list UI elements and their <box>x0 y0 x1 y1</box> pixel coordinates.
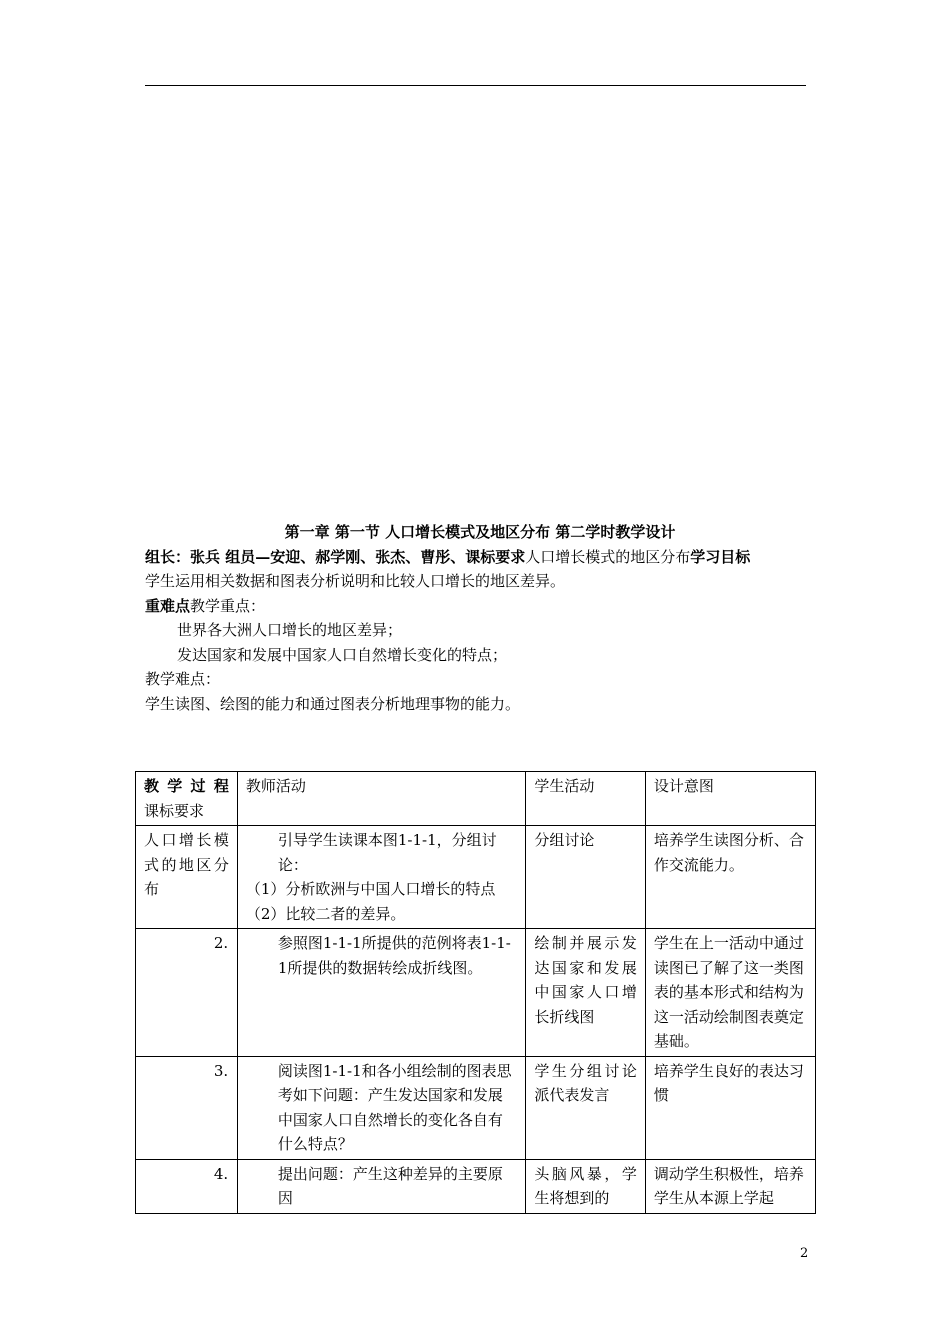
teacher-cell <box>237 826 526 929</box>
student-cell <box>526 1056 645 1159</box>
teacher-cell <box>213 929 526 1057</box>
teacher-activity <box>213 1162 518 1211</box>
key-point-1: 世界各大洲人口增长的地区差异； <box>177 621 403 639</box>
header-process-label: 教学过程 <box>144 777 229 795</box>
key-label: 重难点 <box>145 596 191 615</box>
teacher-cell <box>213 1159 526 1213</box>
key-point-2: 发达国家和发展中国家人口自然增长变化的特点； <box>177 645 508 664</box>
table-row <box>136 1159 816 1213</box>
header-teacher: 教师活动 <box>237 772 526 826</box>
student-activity-text: 绘制并展示发达国家和发展中国家人口增长折线图 <box>534 934 637 1026</box>
objective-label: 学习目标 <box>690 547 751 566</box>
student-activity-text: 头脑风暴，学生将想到的 <box>534 1164 637 1207</box>
key-sub-label: 教学重点： <box>190 596 266 615</box>
step-number: 4. <box>213 1164 229 1183</box>
difficulty-label: 教学难点： <box>145 670 221 688</box>
header-student: 学生活动 <box>526 772 645 826</box>
table-header-row <box>136 772 816 826</box>
header-rule <box>145 85 806 86</box>
teacher-activity-text: 参照图1-1-1所提供的范例将表1-1-1所提供的数据转绘成折线图。 <box>277 934 511 977</box>
requirement-cell <box>136 826 238 929</box>
key-line <box>145 594 815 619</box>
objective-text: 学生运用相关数据和图表分析说明和比较人口增长的地区差异。 <box>145 572 566 590</box>
intent-cell: 培养学生良好的表达习惯 <box>645 1056 815 1159</box>
table-row <box>136 1056 816 1159</box>
table-row <box>136 826 816 929</box>
page-title: 第一章 第一节 人口增长模式及地区分布 第二学时教学设计 <box>284 523 676 541</box>
intent-cell: 调动学生积极性，培养学生从本源上学起 <box>645 1159 815 1213</box>
teacher-sub-item-2: （2）比较二者的差异。 <box>245 904 406 923</box>
intent-cell: 培养学生读图分析、合作交流能力。 <box>645 826 815 929</box>
header-line <box>145 545 815 570</box>
table-row <box>136 929 816 1057</box>
student-activity-text: 学生分组讨论派代表发言 <box>534 1061 637 1104</box>
requirement-text: 人口增长模式的地区分布 <box>144 831 229 898</box>
header-intent: 设计意图 <box>645 772 815 826</box>
teacher-activity <box>213 1059 518 1157</box>
group-members: 组长：张兵 组员—安迎、郝学刚、张杰、曹彤、课标要求 <box>145 547 526 566</box>
difficulty-text: 学生读图、绘图的能力和通过图表分析地理事物的能力。 <box>145 694 521 713</box>
teaching-plan-table <box>135 771 816 1214</box>
teacher-activity-text: 阅读图1-1-1和各小组绘制的图表思考如下问题：产生发达国家和发展中国家人口自然增长的变化各自有什么特点？ <box>277 1061 512 1153</box>
header-requirement-label: 课标要求 <box>144 801 205 820</box>
teacher-activity: 引导学生读课本图1-1-1，分组讨论： <box>277 831 497 874</box>
step-number: 3. <box>213 1061 229 1080</box>
student-cell <box>526 1159 645 1213</box>
document-body <box>145 520 815 716</box>
intent-cell: 学生在上一活动中通过读图已了解了这一类图表的基本形式和结构为这一活动绘制图表奠定基础。 <box>645 929 815 1057</box>
student-cell: 分组讨论 <box>526 826 645 929</box>
student-cell <box>526 929 645 1057</box>
teacher-sub-item-1: （1）分析欧洲与中国人口增长的特点 <box>245 880 496 898</box>
teacher-cell <box>213 1056 526 1159</box>
curriculum-requirement: 人口增长模式的地区分布 <box>525 547 691 566</box>
step-number: 2. <box>213 934 229 952</box>
page-number: 2 <box>800 1246 809 1261</box>
header-process <box>136 772 238 826</box>
teacher-activity-text: 提出问题：产生这种差异的主要原因 <box>277 1164 503 1207</box>
teacher-activity <box>213 931 518 980</box>
